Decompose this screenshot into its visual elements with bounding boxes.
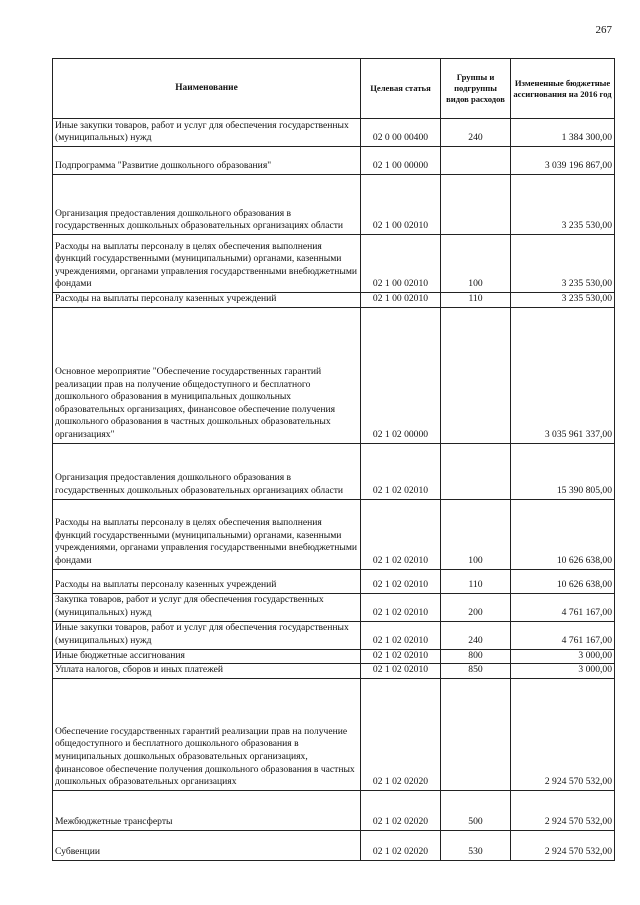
table-row	[53, 293, 615, 308]
table-row	[53, 649, 615, 664]
page-number: 267	[595, 24, 612, 36]
row-group: 800	[441, 649, 511, 664]
row-target-code: 02 1 02 02020	[361, 830, 441, 860]
row-group	[441, 307, 511, 443]
row-name: Расходы на выплаты персоналу в целях обеспечения выполнения функций государственными (муниципальными) органами, казенными учреждениями, органами управления государственными внебюджетными фондами	[53, 235, 361, 293]
row-group: 500	[441, 790, 511, 830]
row-amount: 3 039 196 867,00	[511, 147, 615, 175]
row-target-code: 02 1 00 02010	[361, 175, 441, 235]
table-header-row	[53, 59, 615, 119]
row-name: Расходы на выплаты персоналу в целях обеспечения выполнения функций государственными (муниципальными) органами, казенными учреждениями, органами управления государственными внебюджетными фондами	[53, 499, 361, 569]
row-target-code: 02 1 02 02010	[361, 569, 441, 593]
row-name: Расходы на выплаты персоналу казенных учреждений	[53, 569, 361, 593]
row-amount: 4 761 167,00	[511, 593, 615, 621]
row-name: Иные бюджетные ассигнования	[53, 649, 361, 664]
row-target-code: 02 1 02 02010	[361, 499, 441, 569]
row-name: Расходы на выплаты персоналу казенных учреждений	[53, 293, 361, 308]
row-group: 100	[441, 235, 511, 293]
row-name: Межбюджетные трансферты	[53, 790, 361, 830]
table-row	[53, 119, 615, 147]
row-target-code: 02 1 02 02010	[361, 621, 441, 649]
row-target-code: 02 1 02 02010	[361, 443, 441, 499]
row-amount: 3 235 530,00	[511, 175, 615, 235]
row-target-code: 02 1 02 02010	[361, 664, 441, 679]
table-row	[53, 175, 615, 235]
row-name: Закупка товаров, работ и услуг для обеспечения государственных (муниципальных) нужд	[53, 593, 361, 621]
row-group: 530	[441, 830, 511, 860]
row-amount: 10 626 638,00	[511, 499, 615, 569]
row-name: Подпрограмма "Развитие дошкольного образования"	[53, 147, 361, 175]
row-group	[441, 678, 511, 790]
header-amount: Измененные бюджетные ассигнования на 2016 год	[511, 59, 615, 119]
row-name: Иные закупки товаров, работ и услуг для обеспечения государственных (муниципальных) нужд	[53, 621, 361, 649]
row-group	[441, 175, 511, 235]
row-amount: 3 235 530,00	[511, 235, 615, 293]
row-target-code: 02 0 00 00400	[361, 119, 441, 147]
table-row	[53, 790, 615, 830]
row-group: 240	[441, 119, 511, 147]
table-row	[53, 499, 615, 569]
table-row	[53, 678, 615, 790]
row-target-code: 02 1 02 02020	[361, 790, 441, 830]
row-amount: 2 924 570 532,00	[511, 678, 615, 790]
table-row	[53, 593, 615, 621]
row-amount: 3 000,00	[511, 664, 615, 679]
row-group	[441, 443, 511, 499]
row-group: 200	[441, 593, 511, 621]
table-row	[53, 443, 615, 499]
table-row	[53, 664, 615, 679]
header-name: Наименование	[53, 59, 361, 119]
header-group: Группы и подгруппы видов расходов	[441, 59, 511, 119]
row-amount: 4 761 167,00	[511, 621, 615, 649]
table-row	[53, 569, 615, 593]
row-amount: 3 035 961 337,00	[511, 307, 615, 443]
row-group: 110	[441, 569, 511, 593]
row-amount: 10 626 638,00	[511, 569, 615, 593]
row-group: 240	[441, 621, 511, 649]
row-target-code: 02 1 00 02010	[361, 235, 441, 293]
table-row	[53, 621, 615, 649]
row-amount: 2 924 570 532,00	[511, 790, 615, 830]
row-name: Основное мероприятие "Обеспечение государственных гарантий реализации прав на получение общедоступного и бесплатного дошкольного образования в муниципальных дошкольных образовательных организациях, финансовое обеспечение получения дошкольного образования в частных дошкольных образовательных организациях"	[53, 307, 361, 443]
row-amount: 15 390 805,00	[511, 443, 615, 499]
row-group: 100	[441, 499, 511, 569]
row-group: 850	[441, 664, 511, 679]
table-row	[53, 235, 615, 293]
row-name: Организация предоставления дошкольного образования в государственных дошкольных образовательных организациях области	[53, 175, 361, 235]
row-amount: 1 384 300,00	[511, 119, 615, 147]
row-name: Обеспечение государственных гарантий реализации прав на получение общедоступного и бесплатного дошкольного образования в муниципальных дошкольных образовательных организациях, финансовое обеспечение получения дошкольного образования в частных дошкольных образовательных организациях	[53, 678, 361, 790]
table-row	[53, 830, 615, 860]
row-name: Уплата налогов, сборов и иных платежей	[53, 664, 361, 679]
row-name: Организация предоставления дошкольного образования в государственных дошкольных образовательных организациях области	[53, 443, 361, 499]
row-amount: 3 235 530,00	[511, 293, 615, 308]
row-target-code: 02 1 02 02020	[361, 678, 441, 790]
row-amount: 2 924 570 532,00	[511, 830, 615, 860]
row-target-code: 02 1 00 02010	[361, 293, 441, 308]
budget-table	[52, 58, 615, 861]
row-name: Субвенции	[53, 830, 361, 860]
row-amount: 3 000,00	[511, 649, 615, 664]
header-target: Целевая статья	[361, 59, 441, 119]
table-row	[53, 307, 615, 443]
row-group: 110	[441, 293, 511, 308]
row-name: Иные закупки товаров, работ и услуг для обеспечения государственных (муниципальных) нужд	[53, 119, 361, 147]
table-row	[53, 147, 615, 175]
row-target-code: 02 1 02 02010	[361, 649, 441, 664]
row-target-code: 02 1 00 00000	[361, 147, 441, 175]
row-group	[441, 147, 511, 175]
row-target-code: 02 1 02 02010	[361, 593, 441, 621]
row-target-code: 02 1 02 00000	[361, 307, 441, 443]
